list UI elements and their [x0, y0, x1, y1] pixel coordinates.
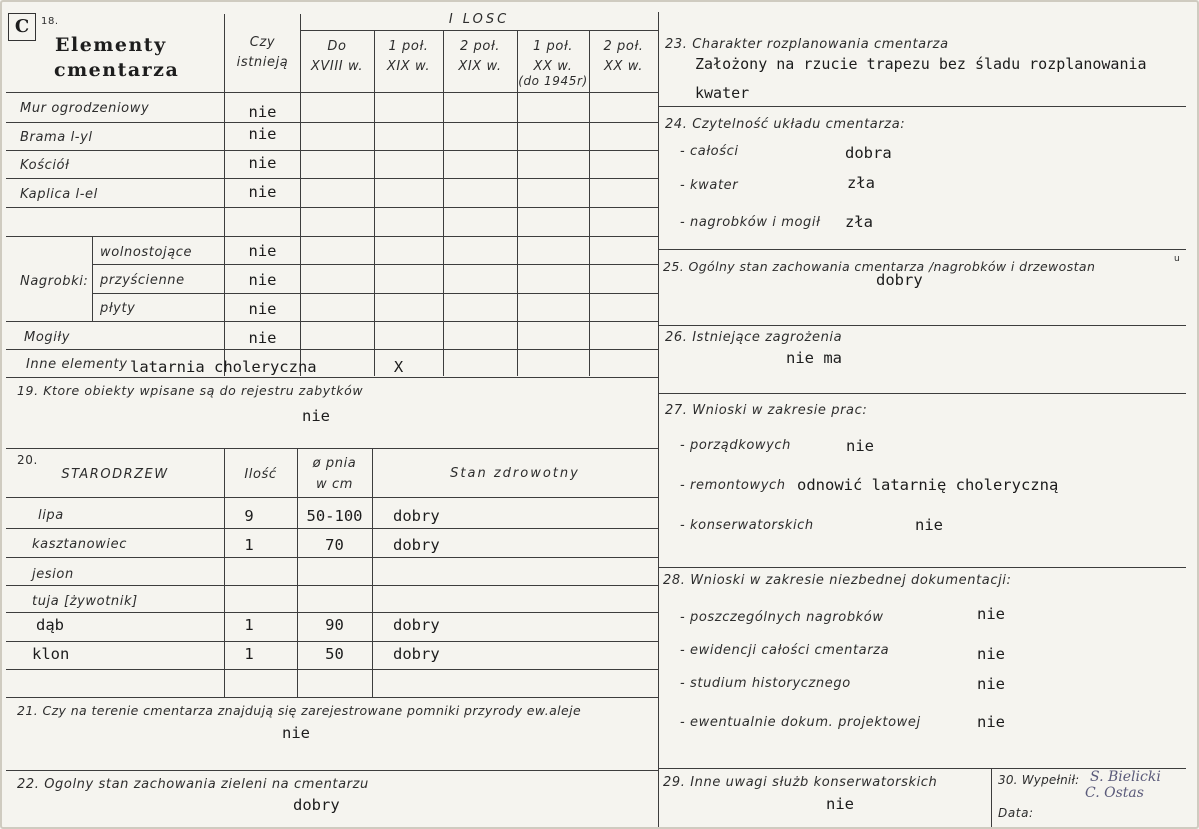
s24-item-value: dobra: [845, 144, 892, 162]
divider: [659, 393, 1186, 394]
element-value: nie: [248, 154, 277, 172]
other-elements-value: latarnia choleryczna: [130, 358, 317, 376]
s24-item-label: - całości: [680, 144, 739, 159]
s27-item-label: - porządkowych: [680, 438, 792, 453]
divider: [659, 567, 1186, 568]
s25-superscript: u: [1174, 254, 1181, 264]
s25-value: dobry: [876, 271, 923, 289]
other-elements-mark: X: [393, 358, 404, 376]
divider: [658, 12, 659, 827]
nagrobki-value: nie: [248, 242, 277, 260]
tree-dia-header: ø pnia: [312, 456, 357, 471]
tree-dia: 50-100: [306, 507, 363, 525]
s28-item-value: nie: [977, 605, 1005, 623]
tree-state: dobry: [393, 616, 440, 634]
s28-item-label: - poszczególnych nagrobków: [680, 610, 884, 625]
divider: [6, 697, 658, 698]
element-label: Kaplica l-el: [20, 187, 98, 202]
s19-label: 19. Ktore obiekty wpisane są do rejestru zabytków: [17, 383, 364, 398]
period-header: 2 poł.: [603, 39, 644, 54]
tree-name: dąb: [36, 616, 64, 634]
divider: [659, 106, 1186, 107]
nagrobki-value: nie: [248, 271, 277, 289]
s27-item-value: nie: [915, 516, 943, 534]
tree-qty: 1: [244, 616, 254, 634]
period-header: XIX w.: [386, 59, 431, 74]
exists-header-2: istnieją: [236, 55, 289, 70]
divider: [589, 30, 590, 376]
s22-label: 22. Ogolny stan zachowania zieleni na cmentarzu: [17, 777, 369, 792]
tree-state: dobry: [393, 507, 440, 525]
divider: [6, 236, 658, 237]
divider: [92, 264, 658, 265]
divider: [6, 150, 658, 151]
divider: [92, 293, 658, 294]
tree-qty: 9: [244, 507, 254, 525]
s30-label: 30. Wypełnił:: [998, 773, 1080, 787]
s28-item-value: nie: [977, 645, 1005, 663]
s29-value: nie: [826, 795, 854, 813]
period-header: 1 poł.: [388, 39, 429, 54]
s23-value-1: Założony na rzucie trapezu bez śladu rozplanowania: [695, 55, 1147, 73]
nagrobki-type: przyścienne: [100, 273, 185, 288]
section-number: 18.: [41, 16, 59, 27]
divider: [6, 448, 658, 449]
divider: [300, 30, 658, 31]
nagrobki-type: wolnostojące: [100, 245, 193, 260]
s30-date-label: Data:: [998, 806, 1034, 820]
other-elements-label: Inne elementy: [26, 357, 128, 372]
card-letter: C: [8, 13, 36, 41]
mogily-value: nie: [248, 329, 277, 347]
s21-label: 21. Czy na terenie cmentarza znajdują się zarejestrowane pomniki przyrody ew.aleje: [17, 703, 582, 718]
divider: [6, 122, 658, 123]
element-value: nie: [248, 183, 277, 201]
tree-name: lipa: [38, 508, 64, 523]
divider: [443, 30, 444, 376]
divider: [372, 449, 373, 698]
tree-qty-header: Ilość: [244, 467, 277, 482]
period-header: XX w.: [533, 59, 573, 74]
tree-qty: 1: [244, 536, 254, 554]
period-header: XIX w.: [458, 59, 502, 74]
s28-item-label: - ewidencji całości cmentarza: [680, 643, 890, 658]
period-header: XVIII w.: [310, 59, 364, 74]
divider: [6, 377, 658, 378]
s24-item-value: zła: [845, 213, 873, 231]
s27-item-value: nie: [846, 437, 874, 455]
divider: [374, 30, 375, 376]
title-line-1: Elementy: [55, 34, 167, 56]
tree-name: tuja [żywotnik]: [32, 594, 138, 609]
s20-number: 20.: [17, 453, 38, 467]
divider: [6, 641, 658, 642]
exists-header-1: Czy: [249, 35, 276, 50]
divider: [6, 770, 658, 771]
s24-label: 24. Czytelność układu cmentarza:: [665, 117, 906, 132]
divider: [659, 249, 1186, 250]
s27-item-label: - remontowych: [680, 478, 786, 493]
mogily-label: Mogiły: [24, 330, 71, 345]
s26-label: 26. Istniejące zagrożenia: [665, 330, 843, 345]
tree-dia: 70: [325, 536, 344, 554]
period-header: 1 poł.: [532, 39, 574, 54]
element-value: nie: [248, 103, 277, 121]
s27-item-value: odnowić latarnię choleryczną: [797, 476, 1059, 494]
divider: [6, 585, 658, 586]
divider: [6, 497, 658, 498]
s28-item-label: - ewentualnie dokum. projektowej: [680, 715, 921, 730]
s27-item-label: - konserwatorskich: [680, 518, 814, 533]
s22-value: dobry: [293, 796, 340, 814]
tree-state-header: Stan zdrowotny: [450, 466, 580, 481]
divider: [6, 612, 658, 613]
tree-dia: 90: [325, 616, 344, 634]
period-header: Do: [327, 39, 347, 54]
s19-value: nie: [302, 407, 330, 425]
period-header: XX w.: [604, 59, 643, 74]
element-value: nie: [248, 125, 277, 143]
tree-dia: 50: [325, 645, 344, 663]
divider: [6, 557, 658, 558]
tree-dia-header: w cm: [316, 477, 353, 492]
s25-label: 25. Ogólny stan zachowania cmentarza /nagrobków i drzewostan: [663, 259, 1096, 274]
s23-label: 23. Charakter rozplanowania cmentarza: [665, 37, 949, 52]
tree-name: jesion: [32, 567, 74, 582]
s28-item-value: nie: [977, 675, 1005, 693]
divider: [6, 207, 658, 208]
s28-item-value: nie: [977, 713, 1005, 731]
s24-item-label: - nagrobków i mogił: [680, 215, 821, 230]
divider: [6, 92, 658, 93]
divider: [6, 349, 658, 350]
s24-item-value: zła: [847, 174, 875, 192]
tree-state: dobry: [393, 645, 440, 663]
s26-value: nie ma: [786, 349, 842, 367]
s27-label: 27. Wnioski w zakresie prac:: [665, 403, 868, 418]
s28-item-label: - studium historycznego: [680, 676, 851, 691]
nagrobki-value: nie: [248, 300, 277, 318]
s29-label: 29. Inne uwagi służb konserwatorskich: [663, 775, 938, 790]
period-header: (do 1945r): [518, 74, 588, 88]
divider: [92, 237, 93, 322]
tree-state: dobry: [393, 536, 440, 554]
tree-qty: 1: [244, 645, 254, 663]
nagrobki-label: Nagrobki:: [20, 274, 89, 289]
s21-value: nie: [282, 724, 310, 742]
divider: [991, 768, 992, 827]
element-label: Mur ogrodzeniowy: [20, 101, 150, 116]
divider: [659, 325, 1186, 326]
element-label: Brama l-yl: [20, 130, 93, 145]
s24-item-label: - kwater: [680, 178, 739, 193]
divider: [6, 178, 658, 179]
tree-name: klon: [32, 645, 70, 663]
s28-label: 28. Wnioski w zakresie niezbednej dokumentacji:: [663, 573, 1012, 588]
divider: [6, 669, 658, 670]
divider: [6, 321, 658, 322]
tree-name: kasztanowiec: [32, 537, 127, 552]
nagrobki-type: płyty: [100, 301, 136, 316]
signature: S. Bielicki: [1090, 769, 1161, 785]
title-line-2: cmentarza: [54, 59, 180, 81]
quantity-header: I LOSC: [448, 12, 510, 27]
element-label: Kościół: [20, 158, 70, 173]
tree-header: STARODRZEW: [61, 467, 169, 482]
divider: [6, 528, 658, 529]
signature: C. Ostas: [1085, 785, 1144, 801]
period-header: 2 poł.: [459, 39, 501, 54]
s23-value-2: kwater: [695, 84, 750, 102]
